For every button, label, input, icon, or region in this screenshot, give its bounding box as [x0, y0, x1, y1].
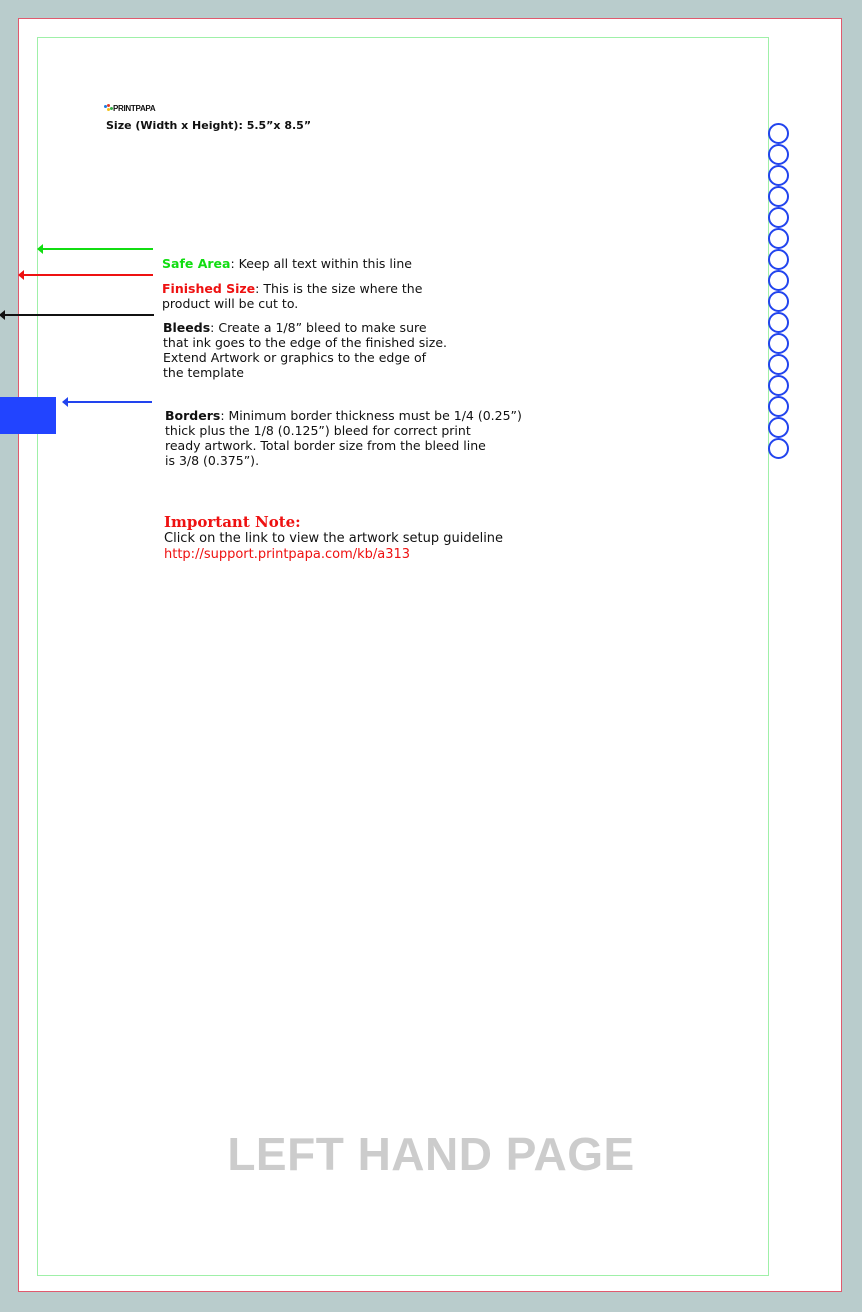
guideline-link[interactable]: http://support.printpapa.com/kb/a313 — [164, 547, 411, 562]
binding-ring-icon — [768, 123, 789, 144]
binding-ring-icon — [768, 333, 789, 354]
binding-ring-icon — [768, 354, 789, 375]
borders-text: : Minimum border thickness must be 1/4 (0.25”) thick plus the 1/8 (0.125”) bleed for correct print ready artwork. Total border size from the bleed line is 3/8 (0.375”). — [165, 408, 522, 468]
bleeds-title: Bleeds — [163, 320, 211, 335]
borders-arrow — [63, 401, 152, 403]
binding-ring-icon — [768, 438, 789, 459]
logo-mark-icon — [104, 104, 112, 112]
important-note-heading: Important Note: — [164, 513, 301, 531]
page-size-label: Size (Width x Height): 5.5”x 8.5” — [106, 119, 312, 132]
binding-ring-icon — [768, 249, 789, 270]
finished-size-arrow — [19, 274, 153, 276]
binding-ring-icon — [768, 165, 789, 186]
binding-ring-icon — [768, 144, 789, 165]
borders-title: Borders — [165, 408, 221, 423]
binding-ring-icon — [768, 417, 789, 438]
binding-rings — [768, 123, 789, 459]
safe-area-text: : Keep all text within this line — [230, 256, 412, 271]
binding-ring-icon — [768, 396, 789, 417]
binding-ring-icon — [768, 312, 789, 333]
binding-ring-icon — [768, 228, 789, 249]
logo-text: PRINTPAPA — [113, 103, 156, 113]
binding-ring-icon — [768, 270, 789, 291]
important-note-text: Click on the link to view the artwork setup guideline — [164, 531, 504, 546]
bleeds-arrow — [0, 314, 154, 316]
arrow-head-icon — [0, 310, 5, 320]
safe-area-title: Safe Area — [162, 256, 231, 271]
binding-ring-icon — [768, 375, 789, 396]
borders-note — [165, 393, 522, 468]
bleeds-note — [163, 305, 447, 380]
page-side-label: LEFT HAND PAGE — [227, 1128, 635, 1180]
finished-size-text: : This is the size where the product will be cut to. — [162, 281, 423, 311]
safe-area-arrow — [38, 248, 153, 250]
border-sample-block — [0, 397, 56, 434]
binding-ring-icon — [768, 186, 789, 207]
safe-area-guide — [37, 37, 769, 1276]
printpapa-logo — [104, 103, 155, 113]
arrow-head-icon — [37, 244, 43, 254]
important-note — [164, 513, 503, 563]
arrow-head-icon — [62, 397, 68, 407]
finished-size-title: Finished Size — [162, 281, 256, 296]
binding-ring-icon — [768, 207, 789, 228]
arrow-head-icon — [18, 270, 24, 280]
bleeds-text: : Create a 1/8” bleed to make sure that ink goes to the edge of the finished size. Extend Artwork or graphics to the edge of the template — [163, 320, 447, 380]
binding-ring-icon — [768, 291, 789, 312]
